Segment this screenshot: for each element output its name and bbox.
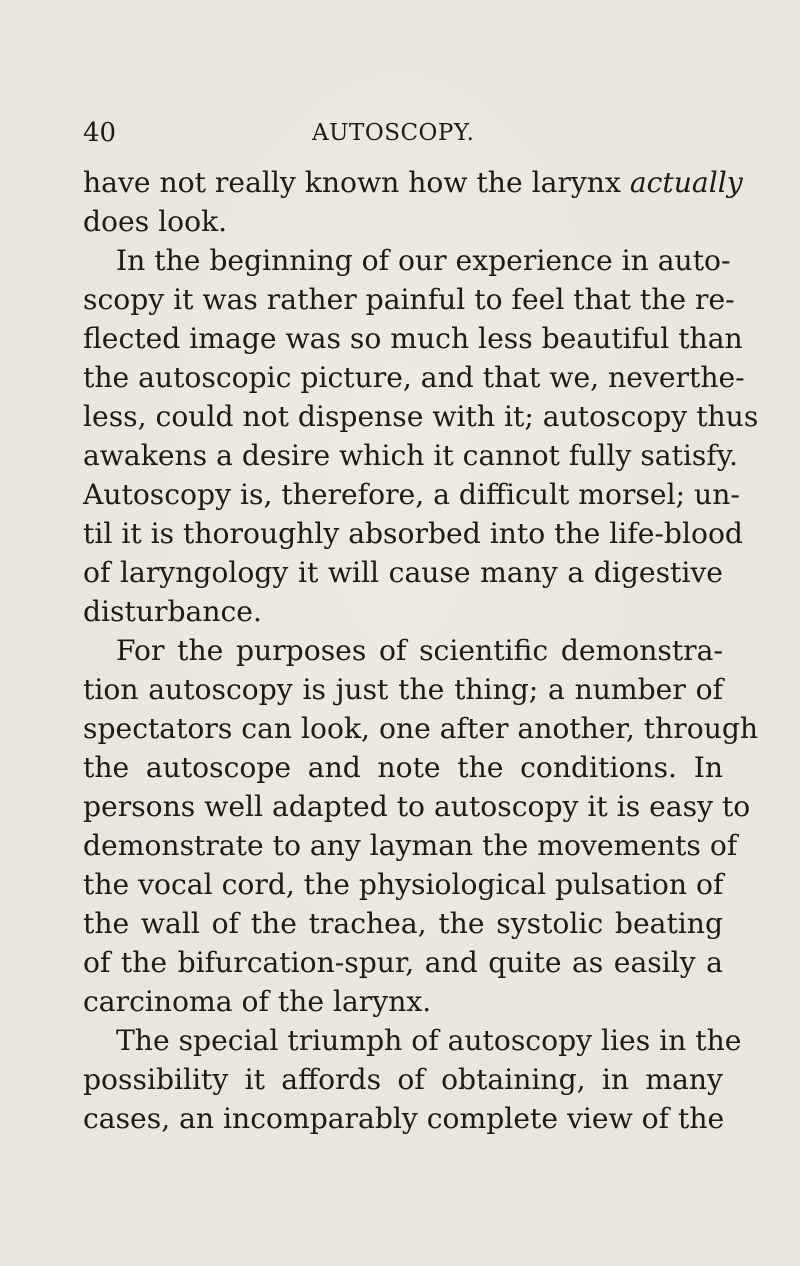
text-line: Autoscopy is, therefore, a difficult morsel; un- xyxy=(83,478,740,511)
text-line: cases, an incomparably complete view of the xyxy=(83,1102,725,1135)
text-line: til it is thoroughly absorbed into the life-blood xyxy=(83,517,743,550)
text-line: the vocal cord, the physiological pulsation of xyxy=(83,868,724,901)
text-line: less, could not dispense with it; autoscopy thus xyxy=(83,400,759,433)
text-line: of the bifurcation-spur, and quite as easily a xyxy=(83,946,723,979)
running-head xyxy=(83,118,723,148)
text-line: have not really known how the larynx actually xyxy=(83,166,743,199)
text-line: scopy it was rather painful to feel that the re- xyxy=(83,283,735,316)
text-line: the wall of the trachea, the systolic beating xyxy=(83,907,723,940)
text-line: disturbance. xyxy=(83,595,262,628)
text-line: The special triumph of autoscopy lies in the xyxy=(116,1024,742,1057)
body-text xyxy=(83,163,759,1138)
text-line: does look. xyxy=(83,205,228,238)
running-title: AUTOSCOPY. xyxy=(312,120,475,146)
text-line: In the beginning of our experience in auto- xyxy=(116,244,731,277)
text-line: persons well adapted to autoscopy it is easy to xyxy=(83,790,751,823)
text-line: of laryngology it will cause many a digestive xyxy=(83,556,723,589)
text-line: demonstrate to any layman the movements of xyxy=(83,829,738,862)
text-line: the autoscope and note the conditions. In xyxy=(83,751,723,784)
text-line: carcinoma of the larynx. xyxy=(83,985,432,1018)
text-line: flected image was so much less beautiful than xyxy=(83,322,743,355)
page-number: 40 xyxy=(83,118,117,148)
text-line: the autoscopic picture, and that we, neverthe- xyxy=(83,361,745,394)
text-line: awakens a desire which it cannot fully satisfy. xyxy=(83,439,738,472)
text-line: tion autoscopy is just the thing; a number of xyxy=(83,673,723,706)
text-line: possibility it affords of obtaining, in many xyxy=(83,1063,723,1096)
text-line: For the purposes of scientific demonstra- xyxy=(116,634,723,667)
text-line: spectators can look, one after another, through xyxy=(83,712,759,745)
